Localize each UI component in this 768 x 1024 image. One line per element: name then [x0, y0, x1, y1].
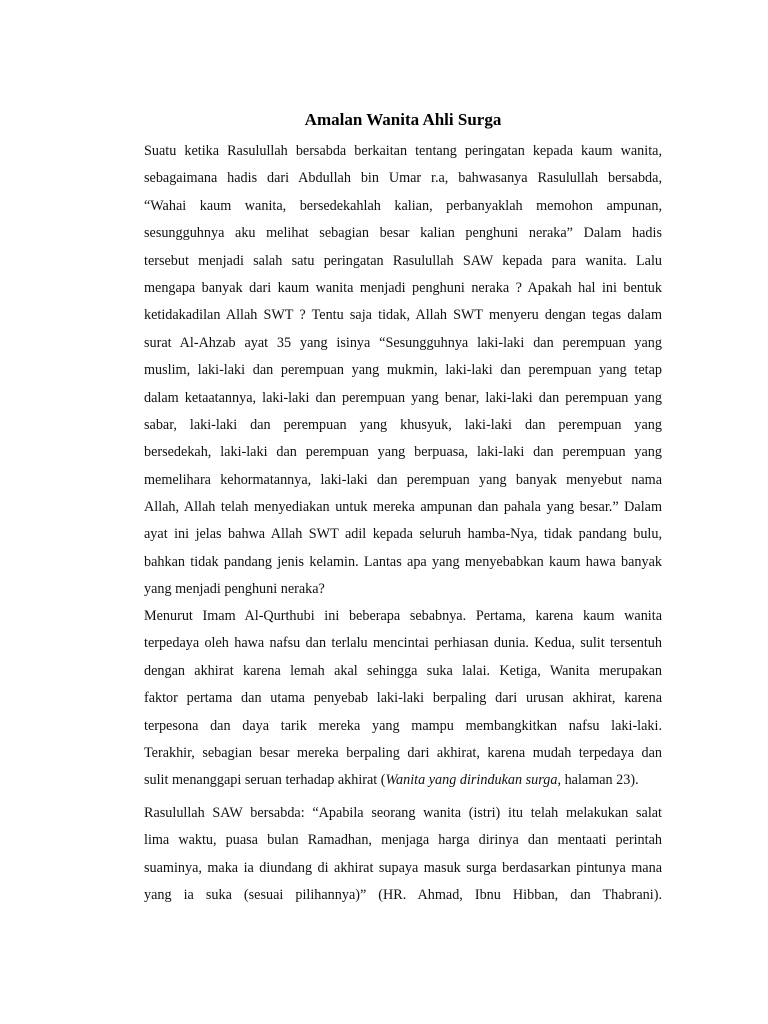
text-line: Menurut Imam Al-Qurthubi ini beberapa sebabnya. Pertama, karena kaum wanita [144, 608, 662, 624]
text-line: faktor pertama dan utama penyebab laki-laki berpaling dari urusan akhirat, karena [144, 690, 662, 707]
text-line: Allah, Allah telah menyediakan untuk mereka ampunan dan pahala yang besar.” Dalam [144, 499, 662, 516]
text-line: terpedaya oleh hawa nafsu dan terlalu mencintai perhiasan dunia. Kedua, sulit tersentuh [144, 635, 662, 652]
text-line: surat Al-Ahzab ayat 35 yang isinya “Sesungguhnya laki-laki dan perempuan yang [144, 334, 662, 351]
text-line: lima waktu, puasa bulan Ramadhan, menjaga harga dirinya dan mentaati perintah [144, 832, 662, 849]
text-line: ketidakadilan Allah SWT ? Tentu saja tidak, Allah SWT menyeru dengan tegas dalam [144, 307, 662, 324]
text-line: muslim, laki-laki dan perempuan yang mukmin, laki-laki dan perempuan yang tetap [144, 362, 662, 379]
text-line: terpesona dan daya tarik mereka yang mampu membangkitkan nafsu laki-laki. [144, 717, 662, 734]
text-line: dengan akhirat karena lemah akal sehingga suka lalai. Ketiga, Wanita merupakan [144, 662, 662, 679]
text-line: tersebut menjadi salah satu peringatan Rasulullah SAW kepada para wanita. Lalu [144, 252, 662, 269]
paragraph-3 [144, 800, 662, 910]
text-line: yang ia suka (sesuai pilihannya)” (HR. Ahmad, Ibnu Hibban, dan Thabrani). [144, 887, 662, 904]
text-line: sabar, laki-laki dan perempuan yang khusyuk, laki-laki dan perempuan yang [144, 416, 662, 433]
text-line: ayat ini jelas bahwa Allah SWT adil kepada seluruh hamba-Nya, tidak pandang bulu, [144, 526, 662, 543]
text-line: bersedekah, laki-laki dan perempuan yang berpuasa, laki-laki dan perempuan yang [144, 444, 662, 461]
text-line: mengapa banyak dari kaum wanita menjadi penghuni neraka ? Apakah hal ini bentuk [144, 279, 662, 296]
citation-prefix: sulit menanggapi seruan terhadap akhirat ( [144, 772, 386, 789]
text-line: yang menjadi penghuni neraka? [144, 581, 325, 598]
citation-suffix: , halaman 23). [557, 772, 639, 789]
text-line: bahkan tidak pandang jenis kelamin. Lantas apa yang menyebabkan kaum hawa banyak [144, 553, 662, 570]
paragraph-2 [144, 603, 662, 795]
text-line: Terakhir, sebagian besar mereka berpaling dari akhirat, karena mudah terpedaya dan [144, 744, 662, 761]
text-line: Suatu ketika Rasulullah bersabda berkaitan tentang peringatan kepada kaum wanita, [144, 143, 662, 159]
book-title-citation: Wanita yang dirindukan surga [385, 772, 558, 789]
text-line: Rasulullah SAW bersabda: “Apabila seorang wanita (istri) itu telah melakukan salat [144, 805, 662, 821]
document-title: Amalan Wanita Ahli Surga [304, 110, 502, 129]
text-line: suaminya, maka ia diundang di akhirat supaya masuk surga berdasarkan pintunya mana [144, 859, 662, 876]
text-line: dalam ketaatannya, laki-laki dan perempuan yang benar, laki-laki dan perempuan yang [144, 389, 662, 406]
text-line: “Wahai kaum wanita, bersedekahlah kalian, perbanyaklah memohon ampunan, [144, 197, 662, 214]
paragraph-1 [144, 138, 662, 604]
text-line: memelihara kehormatannya, laki-laki dan perempuan yang banyak menyebut nama [144, 471, 662, 488]
text-line-with-citation [144, 767, 662, 794]
text-line: sebagaimana hadis dari Abdullah bin Umar r.a, bahwasanya Rasulullah bersabda, [144, 170, 662, 187]
text-line: sesungguhnya aku melihat sebagian besar kalian penghuni neraka” Dalam hadis [144, 225, 662, 242]
